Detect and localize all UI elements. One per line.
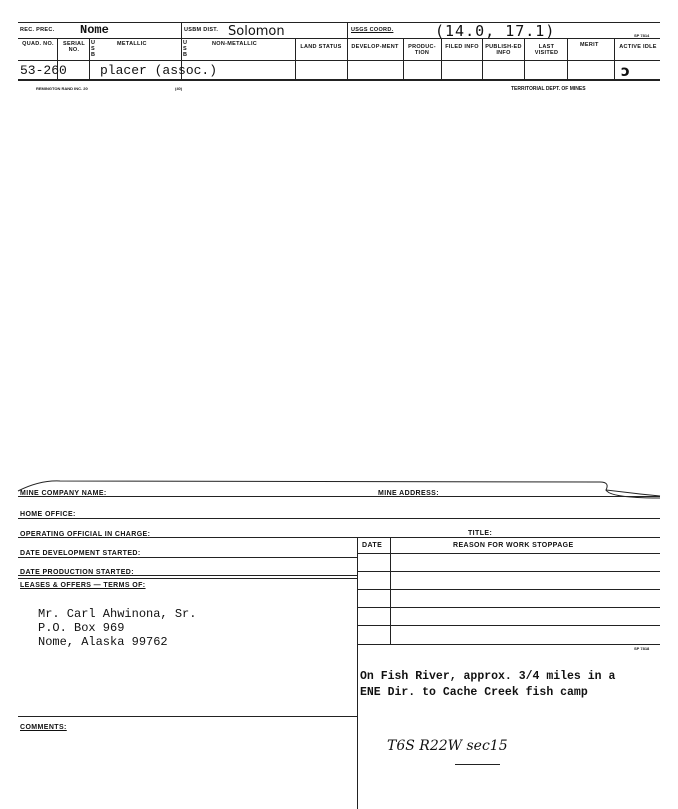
- date-production-label: DATE PRODUCTION STARTED:: [20, 569, 134, 576]
- divider: [357, 625, 660, 626]
- divider: [18, 496, 660, 497]
- metallic-value: placer (assoc.): [100, 63, 218, 78]
- usgs-coord-label: USGS COORD.: [351, 27, 394, 33]
- divider: [18, 716, 358, 717]
- divider: [567, 38, 568, 79]
- mine-address-label: MINE ADDRESS:: [378, 490, 439, 497]
- form-number: SP 7814: [634, 33, 650, 38]
- divider: [357, 607, 660, 608]
- divider: [524, 38, 525, 79]
- rec-prec-label: REC. PREC.: [20, 27, 55, 33]
- divider: [89, 38, 90, 79]
- divider: [403, 38, 404, 79]
- divider: [482, 38, 483, 79]
- col-active-idle: ACTIVE IDLE: [619, 44, 657, 50]
- divider: [18, 60, 660, 61]
- operating-official-label: OPERATING OFFICIAL IN CHARGE:: [20, 531, 151, 538]
- dept-line: TERRITORIAL DEPT. OF MINES: [511, 86, 586, 92]
- date-development-label: DATE DEVELOPMENT STARTED:: [20, 550, 141, 557]
- usgs-coord-value: (14.0, 17.1): [435, 22, 556, 40]
- comments-label: COMMENTS:: [20, 724, 67, 731]
- divider: [357, 644, 660, 645]
- divider: [295, 38, 296, 79]
- divider: [614, 38, 615, 79]
- divider: [18, 79, 660, 81]
- owner-city: Nome, Alaska 99762: [38, 635, 168, 649]
- underline: [455, 764, 500, 765]
- col-filed-info: FILED INFO: [445, 44, 479, 50]
- divider: [357, 553, 660, 554]
- divider: [18, 22, 660, 23]
- location-line-1: On Fish River, approx. 3/4 miles in a: [360, 670, 616, 683]
- col-published-info: PUBLISH-ED INFO: [485, 44, 522, 56]
- owner-po-box: P.O. Box 969: [38, 621, 125, 635]
- col-metallic: METALLIC: [117, 41, 147, 47]
- active-mark: ↄ: [621, 62, 630, 80]
- form-number-2: SP 7818: [634, 646, 650, 651]
- col-quad-no: QUAD. NO.: [22, 41, 54, 47]
- divider: [18, 557, 358, 558]
- usbm-dist-label: USBM DIST.: [184, 27, 219, 33]
- divider: [357, 571, 660, 572]
- col-merit: MERIT: [580, 42, 599, 48]
- location-line-2: ENE Dir. to Cache Creek fish camp: [360, 686, 588, 699]
- col-development: DEVELOP-MENT: [351, 44, 399, 50]
- legal-description: T6S R22W sec15: [387, 738, 508, 754]
- col-usb-2: U S B: [183, 40, 188, 58]
- printer-line: REMINGTON RAND INC. 20: [36, 86, 88, 91]
- owner-name: Mr. Carl Ahwinona, Sr.: [38, 607, 197, 621]
- card-edge: [0, 472, 678, 502]
- usbm-dist-value: Solomon: [228, 24, 285, 39]
- divider: [18, 518, 660, 519]
- divider: [357, 589, 660, 590]
- date-header: DATE: [362, 542, 383, 549]
- divider: [181, 22, 182, 38]
- divider: [347, 22, 348, 38]
- rec-prec-value: Nome: [80, 23, 109, 37]
- mine-company-label: MINE COMPANY NAME:: [20, 490, 107, 497]
- col-usb: U S B: [91, 40, 96, 58]
- col-production: PRODUC-TION: [408, 44, 436, 56]
- divider: [18, 578, 358, 579]
- quad-serial-value: 53-260: [20, 63, 67, 78]
- printer-code: (40): [175, 86, 183, 91]
- divider: [18, 38, 660, 39]
- divider: [347, 38, 348, 79]
- leases-label: LEASES & OFFERS — TERMS OF:: [20, 582, 146, 589]
- col-last-visited: LAST VISITED: [534, 44, 559, 56]
- col-land-status: LAND STATUS: [300, 44, 342, 50]
- divider: [441, 38, 442, 79]
- title-label: TITLE:: [468, 530, 493, 537]
- home-office-label: HOME OFFICE:: [20, 511, 76, 518]
- divider: [357, 537, 358, 809]
- reason-header: REASON FOR WORK STOPPAGE: [453, 542, 574, 549]
- col-serial-no: SERIAL NO.: [63, 41, 85, 53]
- col-non-metallic: NON-METALLIC: [212, 41, 258, 47]
